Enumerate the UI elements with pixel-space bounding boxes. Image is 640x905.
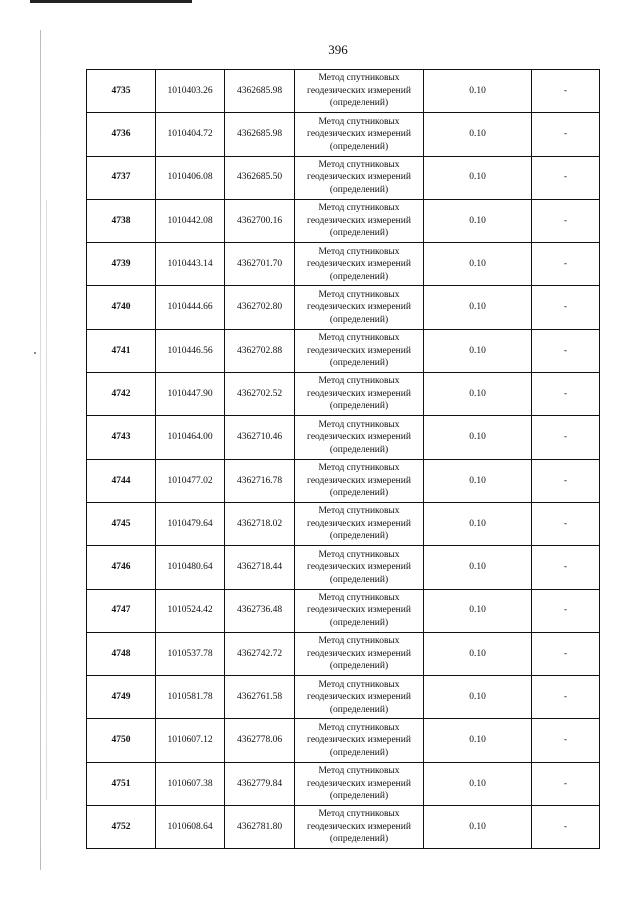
method-line: (определений)	[329, 271, 389, 282]
method-line: (определений)	[329, 747, 389, 758]
extra-cell: -	[532, 502, 600, 545]
extra-cell: -	[532, 589, 600, 632]
method-line: геодезических измерений	[307, 259, 411, 270]
x-coordinate-cell: 1010403.26	[156, 70, 225, 113]
method-line: Метод спутниковых	[318, 463, 400, 474]
x-coordinate-cell: 1010464.00	[156, 416, 225, 459]
y-coordinate-cell: 4362702.52	[225, 373, 295, 416]
extra-cell: -	[532, 243, 600, 286]
extra-cell: -	[532, 156, 600, 199]
y-coordinate-cell: 4362685.98	[225, 70, 295, 113]
table-row	[87, 373, 600, 416]
method-line: (определений)	[329, 184, 389, 195]
accuracy-cell: 0.10	[424, 719, 532, 762]
x-coordinate-cell: 1010443.14	[156, 243, 225, 286]
accuracy-cell: 0.10	[424, 113, 532, 156]
method-line: Метод спутниковых	[318, 722, 400, 733]
method-cell	[295, 719, 424, 762]
method-line: (определений)	[329, 617, 389, 628]
method-line: (определений)	[329, 358, 389, 369]
method-line: геодезических измерений	[307, 778, 411, 789]
x-coordinate-cell: 1010479.64	[156, 502, 225, 545]
extra-cell: -	[532, 676, 600, 719]
y-coordinate-cell: 4362779.84	[225, 762, 295, 805]
method-line: Метод спутниковых	[318, 809, 400, 820]
y-coordinate-cell: 4362778.06	[225, 719, 295, 762]
y-coordinate-cell: 4362718.44	[225, 546, 295, 589]
method-line: геодезических измерений	[307, 648, 411, 659]
table-row	[87, 286, 600, 329]
accuracy-cell: 0.10	[424, 416, 532, 459]
method-cell	[295, 632, 424, 675]
extra-cell: -	[532, 329, 600, 372]
y-coordinate-cell: 4362685.98	[225, 113, 295, 156]
method-line: геодезических измерений	[307, 129, 411, 140]
method-line: Метод спутниковых	[318, 419, 400, 430]
point-number-cell: 4742	[87, 373, 156, 416]
method-line: геодезических измерений	[307, 562, 411, 573]
method-line: геодезических измерений	[307, 605, 411, 616]
x-coordinate-cell: 1010608.64	[156, 806, 225, 849]
method-line: геодезических измерений	[307, 345, 411, 356]
method-line: (определений)	[329, 444, 389, 455]
y-coordinate-cell: 4362716.78	[225, 459, 295, 502]
table-row	[87, 632, 600, 675]
method-line: геодезических измерений	[307, 432, 411, 443]
table-row	[87, 676, 600, 719]
table-row	[87, 156, 600, 199]
method-cell	[295, 373, 424, 416]
method-line: Метод спутниковых	[318, 246, 400, 257]
coordinates-table	[86, 69, 600, 849]
point-number-cell: 4743	[87, 416, 156, 459]
method-line: Метод спутниковых	[318, 289, 400, 300]
x-coordinate-cell: 1010446.56	[156, 329, 225, 372]
method-line: (определений)	[329, 791, 389, 802]
extra-cell: -	[532, 286, 600, 329]
extra-cell: -	[532, 762, 600, 805]
x-coordinate-cell: 1010404.72	[156, 113, 225, 156]
method-line: геодезических измерений	[307, 215, 411, 226]
method-cell	[295, 676, 424, 719]
point-number-cell: 4744	[87, 459, 156, 502]
point-number-cell: 4737	[87, 156, 156, 199]
table-row	[87, 416, 600, 459]
method-cell	[295, 329, 424, 372]
method-line: геодезических измерений	[307, 302, 411, 313]
extra-cell: -	[532, 546, 600, 589]
accuracy-cell: 0.10	[424, 676, 532, 719]
table-body	[87, 70, 600, 849]
accuracy-cell: 0.10	[424, 546, 532, 589]
method-cell	[295, 459, 424, 502]
x-coordinate-cell: 1010444.66	[156, 286, 225, 329]
point-number-cell: 4750	[87, 719, 156, 762]
method-line: геодезических измерений	[307, 172, 411, 183]
extra-cell: -	[532, 416, 600, 459]
method-cell	[295, 156, 424, 199]
point-number-cell: 4746	[87, 546, 156, 589]
method-line: Метод спутниковых	[318, 506, 400, 517]
point-number-cell: 4747	[87, 589, 156, 632]
method-line: геодезических измерений	[307, 692, 411, 703]
extra-cell: -	[532, 373, 600, 416]
accuracy-cell: 0.10	[424, 762, 532, 805]
method-line: (определений)	[329, 488, 389, 499]
scan-border-top	[30, 0, 192, 3]
x-coordinate-cell: 1010477.02	[156, 459, 225, 502]
accuracy-cell: 0.10	[424, 806, 532, 849]
accuracy-cell: 0.10	[424, 156, 532, 199]
table-row	[87, 806, 600, 849]
method-line: геодезических измерений	[307, 388, 411, 399]
method-line: Метод спутниковых	[318, 679, 400, 690]
point-number-cell: 4748	[87, 632, 156, 675]
method-line: Метод спутниковых	[318, 73, 400, 84]
method-cell	[295, 762, 424, 805]
accuracy-cell: 0.10	[424, 502, 532, 545]
accuracy-cell: 0.10	[424, 459, 532, 502]
accuracy-cell: 0.10	[424, 199, 532, 242]
accuracy-cell: 0.10	[424, 70, 532, 113]
table-row	[87, 762, 600, 805]
point-number-cell: 4751	[87, 762, 156, 805]
scan-border-left-faint	[46, 200, 47, 800]
method-cell	[295, 502, 424, 545]
accuracy-cell: 0.10	[424, 243, 532, 286]
y-coordinate-cell: 4362685.50	[225, 156, 295, 199]
table-row	[87, 459, 600, 502]
method-cell	[295, 806, 424, 849]
y-coordinate-cell: 4362781.80	[225, 806, 295, 849]
y-coordinate-cell: 4362710.46	[225, 416, 295, 459]
method-line: (определений)	[329, 661, 389, 672]
extra-cell: -	[532, 719, 600, 762]
method-line: Метод спутниковых	[318, 333, 400, 344]
method-line: Метод спутниковых	[318, 116, 400, 127]
point-number-cell: 4745	[87, 502, 156, 545]
method-line: (определений)	[329, 141, 389, 152]
method-cell	[295, 199, 424, 242]
method-line: Метод спутниковых	[318, 203, 400, 214]
y-coordinate-cell: 4362718.02	[225, 502, 295, 545]
point-number-cell: 4738	[87, 199, 156, 242]
method-line: (определений)	[329, 228, 389, 239]
accuracy-cell: 0.10	[424, 373, 532, 416]
method-cell	[295, 113, 424, 156]
method-line: (определений)	[329, 531, 389, 542]
point-number-cell: 4740	[87, 286, 156, 329]
x-coordinate-cell: 1010537.78	[156, 632, 225, 675]
accuracy-cell: 0.10	[424, 329, 532, 372]
extra-cell: -	[532, 806, 600, 849]
table-row	[87, 243, 600, 286]
method-cell	[295, 243, 424, 286]
method-line: (определений)	[329, 314, 389, 325]
table-row	[87, 113, 600, 156]
y-coordinate-cell: 4362742.72	[225, 632, 295, 675]
y-coordinate-cell: 4362702.80	[225, 286, 295, 329]
point-number-cell: 4735	[87, 70, 156, 113]
method-line: Метод спутниковых	[318, 159, 400, 170]
table-row	[87, 502, 600, 545]
method-line: Метод спутниковых	[318, 549, 400, 560]
method-line: геодезических измерений	[307, 518, 411, 529]
point-number-cell: 4739	[87, 243, 156, 286]
extra-cell: -	[532, 113, 600, 156]
table-row	[87, 719, 600, 762]
accuracy-cell: 0.10	[424, 632, 532, 675]
table-row	[87, 589, 600, 632]
x-coordinate-cell: 1010581.78	[156, 676, 225, 719]
method-cell	[295, 546, 424, 589]
method-line: геодезических измерений	[307, 475, 411, 486]
y-coordinate-cell: 4362761.58	[225, 676, 295, 719]
y-coordinate-cell: 4362701.70	[225, 243, 295, 286]
method-cell	[295, 70, 424, 113]
method-line: (определений)	[329, 834, 389, 845]
method-line: геодезических измерений	[307, 85, 411, 96]
y-coordinate-cell: 4362736.48	[225, 589, 295, 632]
method-line: геодезических измерений	[307, 735, 411, 746]
method-line: геодезических измерений	[307, 821, 411, 832]
method-line: (определений)	[329, 98, 389, 109]
page-number: 396	[328, 42, 348, 57]
extra-cell: -	[532, 70, 600, 113]
y-coordinate-cell: 4362700.16	[225, 199, 295, 242]
accuracy-cell: 0.10	[424, 286, 532, 329]
x-coordinate-cell: 1010447.90	[156, 373, 225, 416]
extra-cell: -	[532, 632, 600, 675]
point-number-cell: 4749	[87, 676, 156, 719]
scan-border-left	[40, 30, 41, 870]
method-cell	[295, 416, 424, 459]
method-line: Метод спутниковых	[318, 592, 400, 603]
extra-cell: -	[532, 199, 600, 242]
extra-cell: -	[532, 459, 600, 502]
x-coordinate-cell: 1010406.08	[156, 156, 225, 199]
point-number-cell: 4752	[87, 806, 156, 849]
method-line: Метод спутниковых	[318, 636, 400, 647]
x-coordinate-cell: 1010607.12	[156, 719, 225, 762]
method-line: (определений)	[329, 401, 389, 412]
table-row	[87, 546, 600, 589]
x-coordinate-cell: 1010480.64	[156, 546, 225, 589]
x-coordinate-cell: 1010524.42	[156, 589, 225, 632]
method-line: (определений)	[329, 704, 389, 715]
method-line: (определений)	[329, 574, 389, 585]
x-coordinate-cell: 1010442.08	[156, 199, 225, 242]
y-coordinate-cell: 4362702.88	[225, 329, 295, 372]
point-number-cell: 4741	[87, 329, 156, 372]
accuracy-cell: 0.10	[424, 589, 532, 632]
method-line: Метод спутниковых	[318, 376, 400, 387]
table-row	[87, 70, 600, 113]
point-number-cell: 4736	[87, 113, 156, 156]
table-row	[87, 329, 600, 372]
method-cell	[295, 589, 424, 632]
x-coordinate-cell: 1010607.38	[156, 762, 225, 805]
method-cell	[295, 286, 424, 329]
table-row	[87, 199, 600, 242]
scan-speck	[34, 352, 36, 354]
method-line: Метод спутниковых	[318, 766, 400, 777]
